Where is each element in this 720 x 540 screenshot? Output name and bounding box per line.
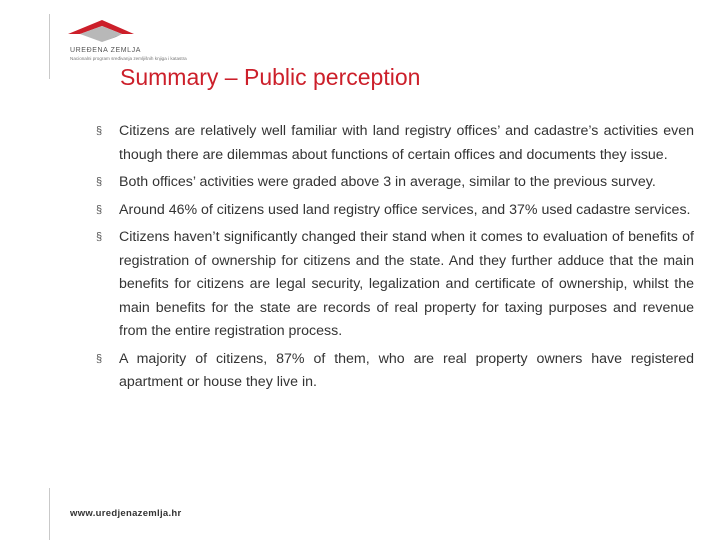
bullet-item [96,348,694,395]
logo-title: UREĐENA ZEMLJA [70,47,142,54]
bullet-item [96,120,694,167]
bullet-marker-icon: § [96,176,103,188]
bullet-text: A majority of citizens, 87% of them, who are real property owners have registered apartment or house they live in. [119,350,694,390]
roof-logo-icon [66,18,136,44]
brand-logo [66,18,136,44]
logo-subtitle: Nacionalni program sređivanja zemljišnih knjiga i katastra [70,56,187,61]
footer-website-link[interactable]: www.uredjenazemlja.hr [70,508,182,519]
bullet-text: Around 46% of citizens used land registry office services, and 37% used cadastre services. [119,201,691,218]
bullet-item [96,171,694,195]
bullet-marker-icon: § [96,125,103,137]
slide-title: Summary – Public perception [120,64,421,90]
bullet-marker-icon: § [96,231,103,243]
divider-line-top [49,14,50,79]
bullet-list [96,120,694,399]
bullet-marker-icon: § [96,203,103,216]
bullet-text: Citizens are relatively well familiar with land registry offices’ and cadastre’s activities even though there are dilemmas about functions of certain offices and documents they issue. [119,123,694,163]
bullet-item [96,199,694,223]
divider-line-bottom [49,488,50,540]
bullet-marker-icon: § [96,352,103,365]
bullet-text: Both offices’ activities were graded above 3 in average, similar to the previous survey. [119,174,656,190]
bullet-item [96,226,694,344]
bullet-text: Citizens haven’t significantly changed their stand when it comes to evaluation of benefits of registration of ownership for citizens and the state. And they further adduce that the main benefits for citizens are legal security, legalization and certificate of ownership, whilst the main benefits for the state are records of real property for taxing purposes and revenue from the entire registration process. [119,229,694,339]
